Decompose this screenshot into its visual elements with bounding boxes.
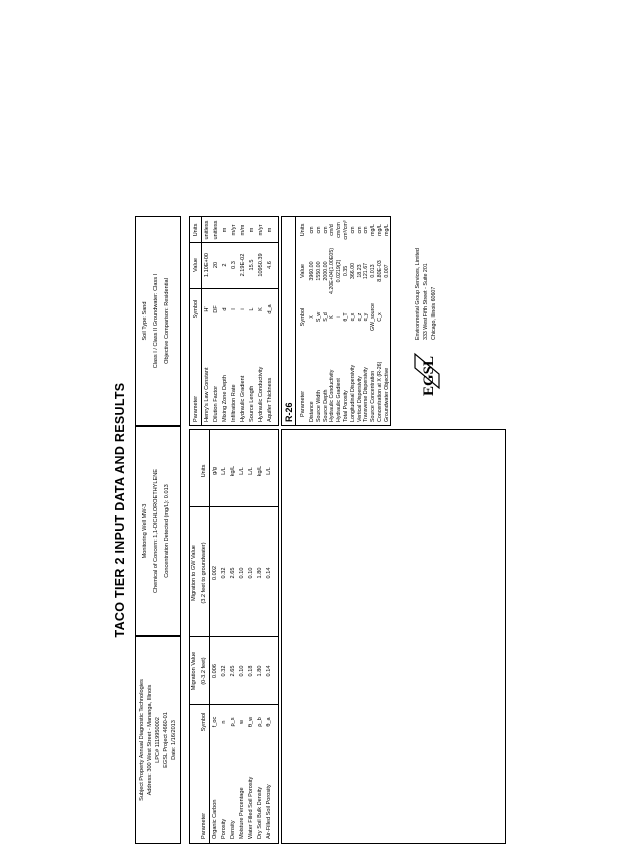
header-units: Units	[193, 223, 199, 237]
site-line-2: Address: 300 West Street - Mananga, Illinois	[147, 684, 153, 796]
r26-param-name: Longitudinal Dispersivity	[349, 364, 356, 422]
aquifer-param-symbol: i	[240, 308, 246, 310]
aquifer-param-value: 2.19E-02	[240, 253, 246, 277]
r26-param-name: Groundwater Objective	[383, 367, 390, 422]
r26-param-value: 366.00	[349, 262, 356, 280]
soil-parameters-table	[189, 429, 279, 844]
soil-param-symbol: θ_a	[266, 717, 272, 727]
r26-param-symbol: α_x	[349, 312, 356, 322]
aquifer-param-units: m/m	[240, 224, 246, 236]
header-migration-depth: (0-3.2 feet)	[201, 657, 207, 685]
aquifer-param-units: m/yr	[258, 224, 264, 236]
aquifer-param-name: Infiltration Rate	[231, 384, 237, 422]
soil-param-units: g/g	[212, 467, 218, 475]
r26-param-units: cm	[349, 226, 356, 234]
aquifer-param-symbol: K	[258, 307, 264, 311]
soil-param-units: kg/L	[257, 465, 263, 477]
r26-param-value: 4.20E+04(1.00E05)	[329, 247, 336, 295]
soil-param-value-1: 2.65	[230, 567, 236, 579]
r26-param-name: Source Depth	[322, 389, 329, 422]
soil-param-symbol: f_oc	[212, 716, 218, 728]
logo-address-line: 333 West Fifth Street - Suite 201	[423, 263, 429, 340]
column-rule	[190, 636, 278, 637]
r26-param-name: Source Concentration	[370, 370, 377, 422]
soil-param-value-0: 2.65	[230, 665, 236, 677]
rotated-report-sheet	[109, 170, 509, 850]
aquifer-param-name: Mixing Zone Depth	[222, 375, 228, 422]
r26-param-symbol: θ_T	[343, 312, 349, 322]
r26-param-units: mg/L	[383, 224, 390, 236]
soil-param-units: kg/L	[230, 465, 236, 477]
soil-param-name: Moisture Percentage	[239, 787, 245, 839]
r26-param-symbol: C_x	[377, 312, 383, 322]
r26-param-symbol: α_z	[356, 312, 363, 322]
r26-param-units: mg/L	[377, 224, 383, 236]
r26-param-symbol: α_y	[363, 312, 370, 322]
aquifer-param-units: unitless	[204, 220, 210, 240]
r26-param-name: Vertical Dispersivity	[356, 376, 363, 422]
header-symbol: Symbol	[193, 299, 199, 319]
soil-line-3: Objective Comparison: Residential	[164, 278, 170, 364]
r26-param-units: cm/cm	[336, 222, 343, 238]
r26-param-units: cm	[315, 226, 322, 234]
aquifer-param-units: unitless	[213, 220, 219, 240]
aquifer-param-name: Dilution Factor	[213, 385, 219, 422]
soil-param-symbol: w	[239, 719, 245, 725]
aquifer-param-value: 2	[222, 263, 228, 267]
blank-figure-box	[281, 429, 506, 844]
r26-param-value: 2000.00	[322, 261, 329, 281]
aquifer-param-name: Hydraulic Gradient	[240, 375, 246, 422]
aquifer-param-units: m	[267, 227, 273, 233]
header-parameter: Parameter	[201, 812, 207, 839]
soil-param-value-1: 0.10	[248, 567, 254, 579]
header-value: Value	[193, 258, 199, 272]
header-migration-gw-value: Migration to GW Value	[191, 545, 197, 601]
soil-param-value-0: 0.006	[212, 664, 218, 678]
aquifer-param-value: 20	[213, 261, 219, 269]
soil-param-value-0: 0.10	[239, 665, 245, 677]
header-symbol: Symbol	[201, 712, 207, 732]
soil-line-1: Soil Type: Sand	[142, 301, 148, 341]
soil-param-value-0: 0.14	[266, 665, 272, 677]
aquifer-param-name: Aquifer Thickness	[267, 377, 273, 422]
well-info-box	[135, 426, 181, 636]
aquifer-param-symbol: H'	[204, 306, 210, 312]
logo-company-name: Environmental Group Services, Limited	[415, 248, 421, 340]
r26-param-symbol: S_d	[322, 312, 329, 322]
soil-param-units: L/L	[248, 467, 254, 475]
soil-param-name: Organic Carbon	[212, 799, 218, 839]
soil-param-name: Air-Filled Soil Porosity	[266, 784, 272, 839]
soil-param-symbol: ρ_s	[230, 717, 236, 727]
site-line-3: LPC# 1119950002	[155, 717, 161, 763]
site-line-5: Date: 1/16/2013	[171, 720, 177, 760]
soil-param-symbol: n	[221, 720, 227, 724]
soil-param-value-0: 0.18	[248, 665, 254, 677]
r26-param-units: cm/d	[329, 224, 336, 236]
report-title: TACO TIER 2 INPUT DATA AND RESULTS	[113, 382, 127, 638]
aquifer-param-units: m/yr	[231, 224, 237, 236]
r26-param-symbol: X	[309, 315, 315, 319]
aquifer-param-name: Hydraulic Conductivity	[258, 366, 264, 422]
soil-param-units: L/L	[221, 467, 227, 475]
column-rule	[190, 506, 278, 507]
r26-param-symbol: GW_source	[370, 303, 377, 331]
soil-line-2: Class I / Class II Groundwater: Class I	[153, 273, 159, 369]
header-parameter: Parameter	[300, 390, 306, 417]
soil-param-name: Water Filled Soil Porosity	[248, 776, 254, 839]
r26-param-value: 0.35	[343, 265, 349, 277]
soil-param-value-1: 1.80	[257, 567, 263, 579]
r26-param-value: 0.007	[383, 264, 390, 278]
header-symbol: Symbol	[300, 307, 306, 327]
r26-param-name: Total Porosity	[343, 390, 349, 422]
r26-param-units: cm	[309, 226, 315, 234]
aquifer-param-value: 4.6	[267, 261, 273, 269]
well-line-1: Monitoring Well MW-3	[142, 503, 148, 559]
r26-param-name: Source Width	[315, 390, 322, 422]
r26-param-value: 121.67	[363, 262, 370, 280]
aquifer-param-symbol: d_a	[267, 304, 273, 314]
aquifer-param-value: 0.3	[231, 261, 237, 269]
r26-param-name: Hydraulic Gradient	[336, 378, 343, 422]
r26-param-symbol: S_w	[315, 311, 322, 323]
header-value: Value	[300, 264, 306, 278]
r26-param-name: Concentration at X (R-26)	[377, 361, 383, 422]
r26-param-value: 0.0219(2)	[336, 259, 343, 283]
logo-city-line: Chicago, Illinois 60607	[431, 286, 437, 340]
aquifer-param-symbol: L	[249, 307, 255, 311]
aquifer-param-units: m	[222, 227, 228, 233]
soil-param-name: Density	[230, 820, 236, 839]
r26-title: R-26	[284, 402, 294, 422]
aquifer-param-symbol: d	[222, 307, 228, 311]
soil-param-value-0: 1.80	[257, 665, 263, 677]
soil-param-value-1: 0.10	[239, 567, 245, 579]
r26-param-units: cm³/cm³	[343, 220, 349, 240]
r26-param-value: 8.80E-03	[377, 260, 383, 282]
soil-param-value-1: 0.14	[266, 567, 272, 579]
well-line-2: Chemical of Concern: 1,1-DICHLOROETHYLENE	[153, 468, 159, 594]
site-line-4: EGSL Project 4660-01	[163, 712, 169, 768]
r26-table	[281, 216, 391, 426]
r26-param-name: Distance	[309, 401, 315, 422]
aquifer-param-value: 1.10E+00	[204, 252, 210, 278]
aquifer-param-name: Henry's Law Constant	[204, 367, 210, 422]
r26-param-units: cm	[322, 226, 329, 234]
site-info-box	[135, 636, 181, 844]
r26-param-name: Hydraulic Conductivity	[329, 369, 336, 422]
soil-param-name: Porosity	[221, 818, 227, 839]
aquifer-param-symbol: DF	[213, 305, 219, 313]
r26-param-units: mg/L	[370, 224, 377, 236]
header-parameter: Parameter	[193, 395, 199, 422]
header-rule	[201, 217, 202, 425]
site-line-1: Subject Property Annual Diagnostic Technologies	[139, 679, 145, 801]
aquifer-param-units: m	[249, 227, 255, 233]
soil-param-value-1: 0.002	[212, 566, 218, 580]
header-units: Units	[201, 464, 207, 478]
r26-param-units: cm	[356, 226, 363, 234]
header-units: Units	[300, 223, 306, 237]
soil-param-symbol: θ_w	[248, 716, 254, 728]
r26-param-value: 1550.00	[315, 261, 322, 281]
aquifer-param-symbol: I	[231, 308, 237, 310]
soil-param-name: Dry Soil Bulk Density	[257, 786, 263, 839]
soil-param-symbol: ρ_b	[257, 717, 263, 727]
r26-param-name: Transverse Dispersivity	[363, 367, 370, 422]
r26-param-value: 0.013	[370, 264, 377, 278]
aquifer-param-name: Source Length	[249, 385, 255, 422]
aquifer-parameters-table	[189, 216, 279, 426]
r26-param-symbol: i	[336, 316, 343, 318]
header-migration-value: Migration Value	[191, 651, 197, 691]
soil-param-value-0: 0.32	[221, 665, 227, 677]
title-rule	[295, 217, 296, 425]
aquifer-param-value: 15.5	[249, 259, 255, 271]
header-gw-depth: (3.2 feet to groundwater)	[201, 542, 207, 604]
soil-info-box	[135, 216, 181, 426]
soil-param-value-1: 0.32	[221, 567, 227, 579]
company-logo-block	[409, 218, 459, 398]
r26-param-symbol: K	[329, 315, 336, 319]
soil-param-units: L/L	[266, 467, 272, 475]
logo-wordmark: EGSL	[421, 355, 437, 396]
r26-param-value: 18.23	[356, 264, 363, 278]
aquifer-param-value: 10950.39	[258, 253, 264, 277]
soil-param-units: L/L	[239, 467, 245, 475]
well-line-3: Concentration Detected (mg/L): 0.013	[164, 484, 170, 578]
r26-param-value: 3960.00	[309, 261, 315, 281]
r26-param-units: cm	[363, 226, 370, 234]
